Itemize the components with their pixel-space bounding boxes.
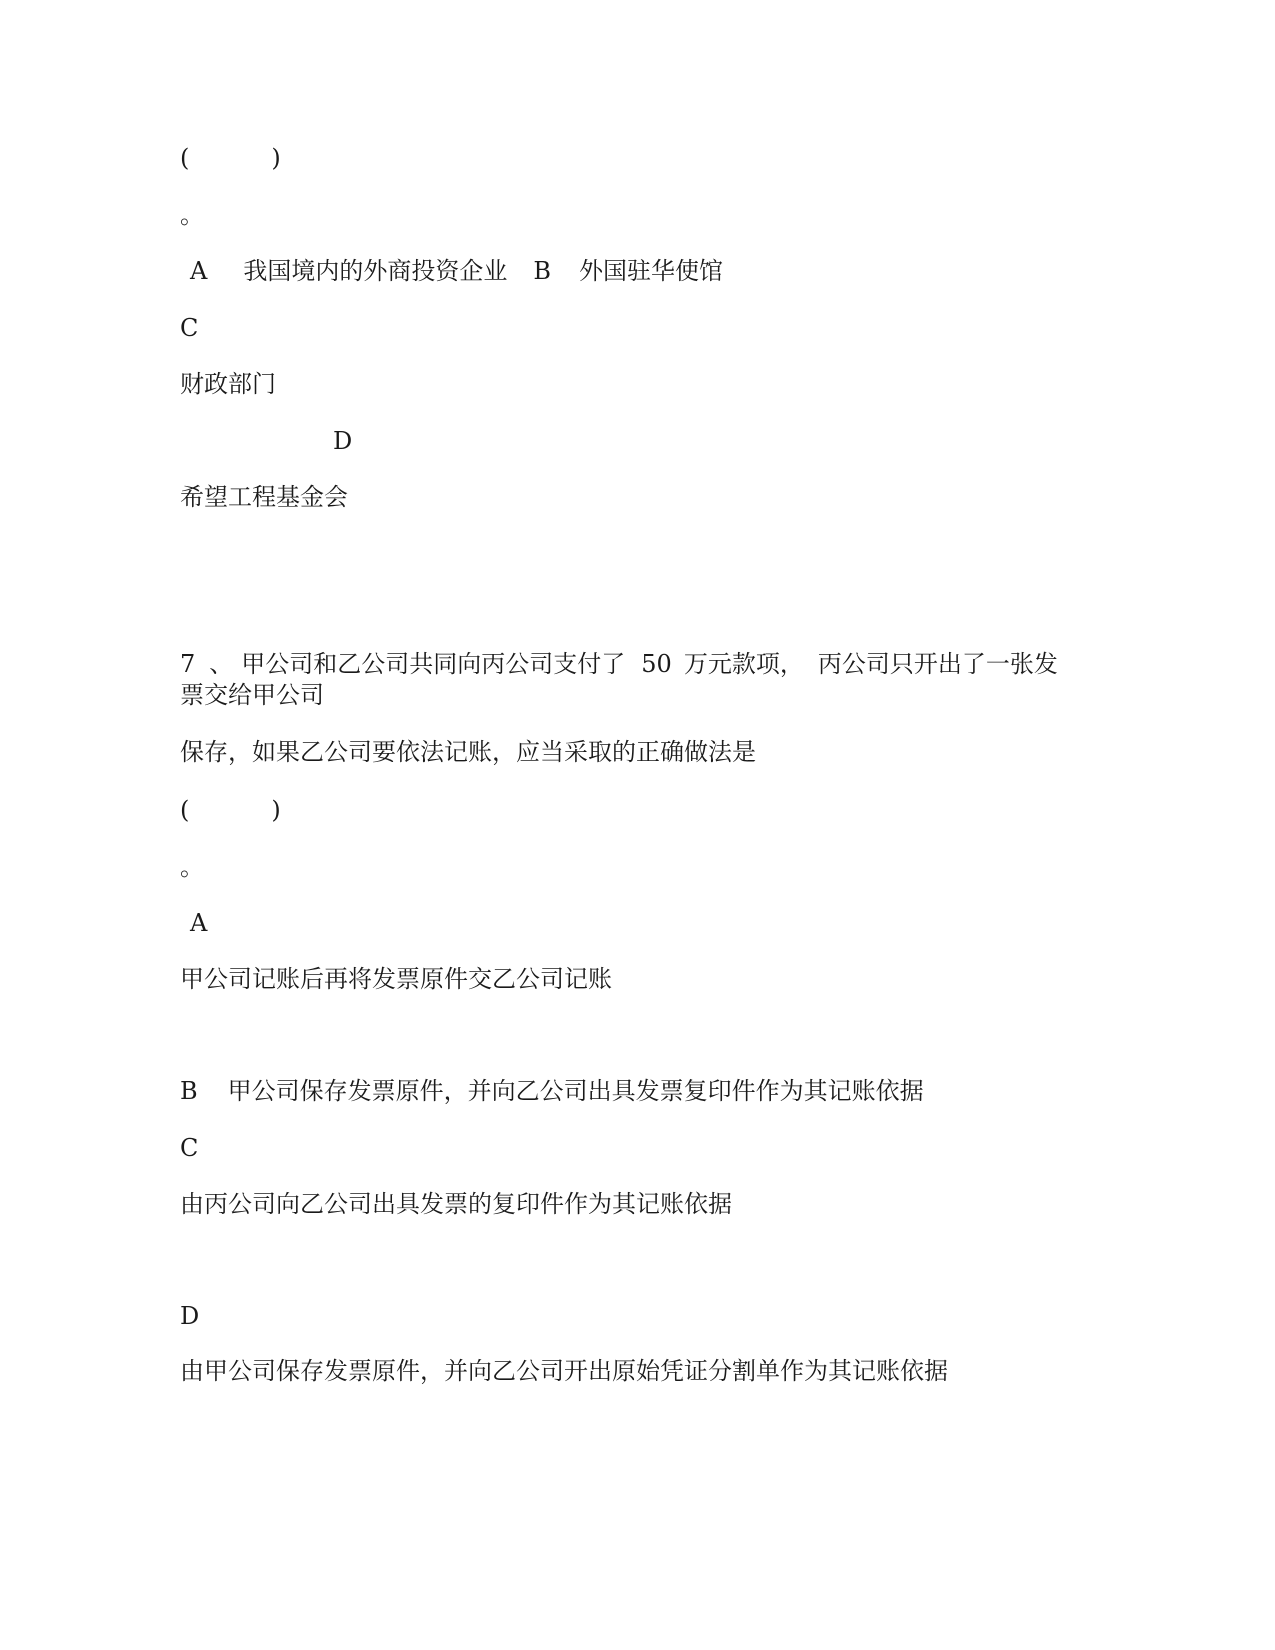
q6-option-b-letter: B [533, 257, 551, 285]
q7-answer-blank [180, 795, 281, 825]
q7-stem-part2: 万元款项， [683, 650, 804, 678]
q7-separator: 、 [209, 650, 234, 678]
q7-option-b-text: 甲公司保存发票原件，并向乙公司出具发票复印件作为其记账依据 [227, 1077, 924, 1105]
q7-stem-line2: 票交给甲公司 [180, 681, 324, 709]
q6-options-ab [190, 256, 723, 286]
q7-number: 7 [180, 650, 196, 678]
q7-option-a-letter: A [190, 909, 208, 937]
q6-paren-close: ) [271, 144, 281, 172]
q6-option-d-letter: D [333, 427, 353, 455]
q7-option-b [180, 1076, 924, 1106]
q7-amount: 50 [641, 650, 672, 678]
q6-option-b-text: 外国驻华使馆 [578, 257, 723, 285]
q7-period: 。 [180, 853, 204, 881]
q6-option-c-letter: C [180, 314, 199, 342]
q7-stem-part1: 甲公司和乙公司共同向丙公司支付了 [241, 650, 626, 678]
q6-option-c-text: 财政部门 [180, 370, 276, 398]
q7-option-b-letter: B [180, 1077, 198, 1105]
q6-paren-open: ( [180, 144, 190, 172]
q7-option-c-letter: C [180, 1134, 199, 1162]
q6-option-d-text: 希望工程基金会 [180, 483, 348, 511]
q7-stem-line1 [180, 649, 1058, 679]
q7-stem-part3: 丙公司只开出了一张发 [817, 650, 1058, 678]
q6-option-a-letter: A [190, 257, 208, 285]
q6-option-a-text: 我国境内的外商投资企业 [243, 257, 508, 285]
q7-paren-open: ( [180, 796, 190, 824]
q7-option-c-text: 由丙公司向乙公司出具发票的复印件作为其记账依据 [180, 1190, 732, 1218]
q7-option-d-letter: D [180, 1302, 200, 1330]
q7-paren-close: ) [271, 796, 281, 824]
q7-option-d-text: 由甲公司保存发票原件，并向乙公司开出原始凭证分割单作为其记账依据 [180, 1357, 948, 1385]
q7-stem-line3: 保存，如果乙公司要依法记账，应当采取的正确做法是 [180, 738, 756, 766]
q7-option-a-text: 甲公司记账后再将发票原件交乙公司记账 [180, 965, 612, 993]
q6-period: 。 [180, 201, 204, 229]
q6-answer-blank [180, 143, 281, 173]
